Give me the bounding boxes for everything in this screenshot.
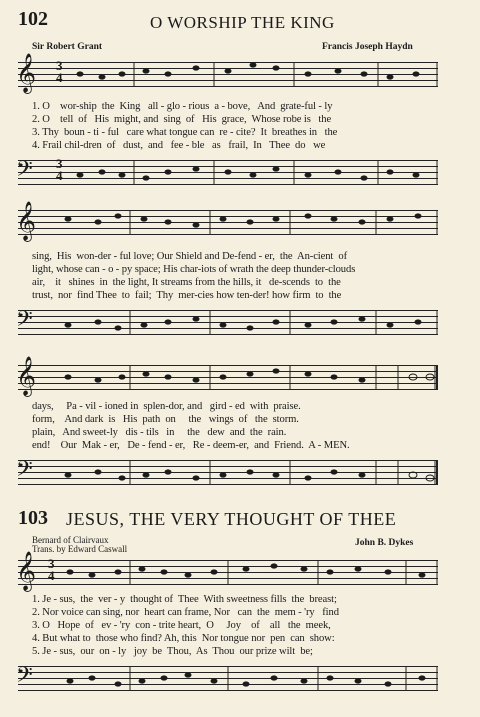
bass-staff	[16, 663, 438, 692]
treble-staff	[16, 55, 438, 92]
time-signature: 3 4	[48, 556, 55, 583]
notes	[18, 556, 438, 590]
bass-staff	[16, 156, 438, 186]
treble-staff	[16, 358, 438, 395]
music-credit: Francis Joseph Haydn	[322, 42, 413, 52]
verse-line: plain, And sweet-ly dis - tils in the dew and the rain.	[32, 427, 287, 438]
verse-line: 4. But what to those who find? Ah, this Nor tongue nor pen can show:	[32, 633, 335, 644]
verse-line: 5. Je - sus, our on - ly joy be Thou, As Thou our prize wilt be;	[32, 646, 313, 657]
treble-clef-icon: 𝄞	[16, 203, 37, 240]
hymn-title: JESUS, THE VERY THOUGHT OF THEE	[66, 509, 397, 529]
verse-line: 1. Je - sus, the ver - y thought of Thee With sweetness fills the breast;	[32, 594, 337, 605]
notes	[18, 156, 438, 190]
hymn-number: 102	[18, 8, 48, 30]
verse-line: trust, nor find Thee to fail; Thy mer-cies how ten-der! how firm to the	[32, 290, 342, 301]
verse-line: 4. Frail chil-dren of dust, and fee - ble as frail, In Thee do we	[32, 140, 326, 151]
verse-line: 2. O tell of His might, and sing of His grace, Whose robe is the	[32, 114, 332, 125]
verse-line: form, And dark is His path on the wings of the storm.	[32, 414, 299, 425]
treble-staff	[16, 203, 438, 240]
treble-clef-icon: 𝄞	[16, 55, 37, 92]
verse-line: air, it shines in the light, It streams from the hills, it de-scends to the	[32, 277, 341, 288]
verse-line: days, Pa - vil - ioned in splen-dor, and gird - ed with praise.	[32, 401, 301, 412]
hymn-number: 103	[18, 507, 48, 529]
bass-staff	[16, 457, 438, 486]
music-credit: John B. Dykes	[355, 538, 414, 548]
words-credit: Sir Robert Grant	[32, 42, 103, 52]
bass-clef-icon: 𝄢	[16, 663, 33, 692]
bass-clef-icon: 𝄢	[16, 457, 33, 486]
bass-staff	[16, 307, 438, 336]
notes	[18, 666, 438, 696]
translator-credit: Trans. by Edward Caswall	[32, 544, 128, 554]
notes	[18, 310, 438, 340]
treble-clef-icon: 𝄞	[16, 358, 37, 395]
notes	[18, 365, 438, 395]
verse-line: light, whose can - o - py space; His char-iots of wrath the deep thunder-clouds	[32, 264, 356, 275]
bass-clef-icon: 𝄢	[16, 307, 33, 336]
notes	[18, 210, 438, 240]
notes	[18, 460, 438, 490]
time-signature: 3 4	[56, 156, 63, 183]
hymn-title: O WORSHIP THE KING	[150, 13, 335, 32]
notes	[18, 58, 438, 92]
verse-line: 3. O Hope of ev - 'ry con - trite heart, O Joy of all the meek,	[32, 620, 331, 631]
verse-line: 1. O wor-ship the King all - glo - rious a - bove, And grate-ful - ly	[32, 101, 333, 112]
verse-line: 2. Nor voice can sing, nor heart can frame, Nor can the mem - 'ry find	[32, 607, 339, 618]
treble-clef-icon: 𝄞	[16, 553, 37, 590]
bass-clef-icon: 𝄢	[16, 157, 33, 186]
verse-line: 3. Thy boun - ti - ful care what tongue can re - cite? It breathes in the	[32, 127, 338, 138]
verse-line: sing, His won-der - ful love; Our Shield and De-fend - er, the An-cient of	[32, 251, 347, 262]
words-credit: Bernard of Clairvaux	[32, 535, 109, 545]
treble-staff	[16, 553, 438, 590]
verse-line: end! Our Mak - er, De - fend - er, Re - deem-er, and Friend. A - MEN.	[32, 440, 350, 451]
time-signature: 3 4	[56, 58, 63, 85]
